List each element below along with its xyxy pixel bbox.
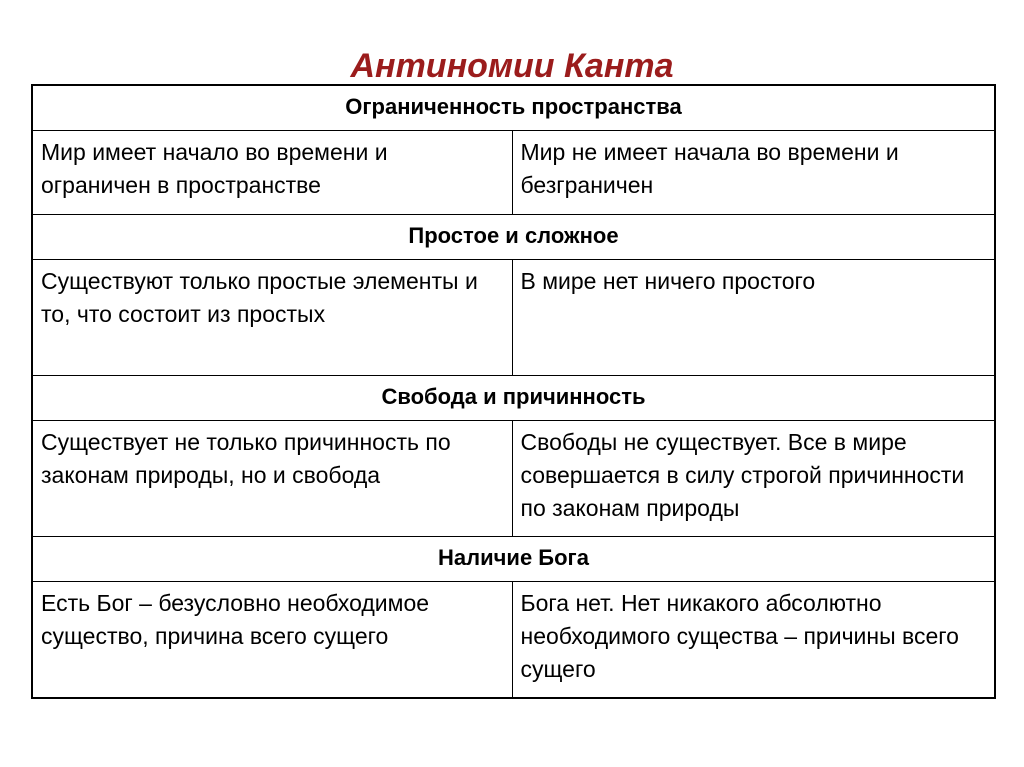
section-heading: Свобода и причинность <box>32 376 995 421</box>
antithesis-cell: Мир не имеет начала во времени и безграничен <box>512 131 995 215</box>
antinomy-row <box>32 131 995 215</box>
thesis-cell: Существует не только причинность по законам природы, но и свобода <box>32 421 512 537</box>
section-heading-row <box>32 537 995 582</box>
antinomy-row <box>32 260 995 376</box>
thesis-cell: Мир имеет начало во времени и ограничен в пространстве <box>32 131 512 215</box>
antinomy-row <box>32 582 995 699</box>
section-heading: Ограниченность пространства <box>32 85 995 131</box>
thesis-cell: Есть Бог – безусловно необходимое существо, причина всего сущего <box>32 582 512 699</box>
antithesis-cell: Бога нет. Нет никакого абсолютно необходимого существа – причины всего сущего <box>512 582 995 699</box>
antithesis-cell: В мире нет ничего простого <box>512 260 995 376</box>
section-heading: Простое и сложное <box>32 215 995 260</box>
antithesis-cell: Свободы не существует. Все в мире совершается в силу строгой причинности по законам природы <box>512 421 995 537</box>
thesis-cell: Существуют только простые элементы и то, что состоит из простых <box>32 260 512 376</box>
antinomies-table <box>31 84 996 699</box>
antinomies-table-container <box>31 84 994 699</box>
section-heading-row <box>32 376 995 421</box>
section-heading: Наличие Бога <box>32 537 995 582</box>
slide-title: Антиномии Канта <box>350 47 674 85</box>
section-heading-row <box>32 85 995 131</box>
section-heading-row <box>32 215 995 260</box>
antinomy-row <box>32 421 995 537</box>
